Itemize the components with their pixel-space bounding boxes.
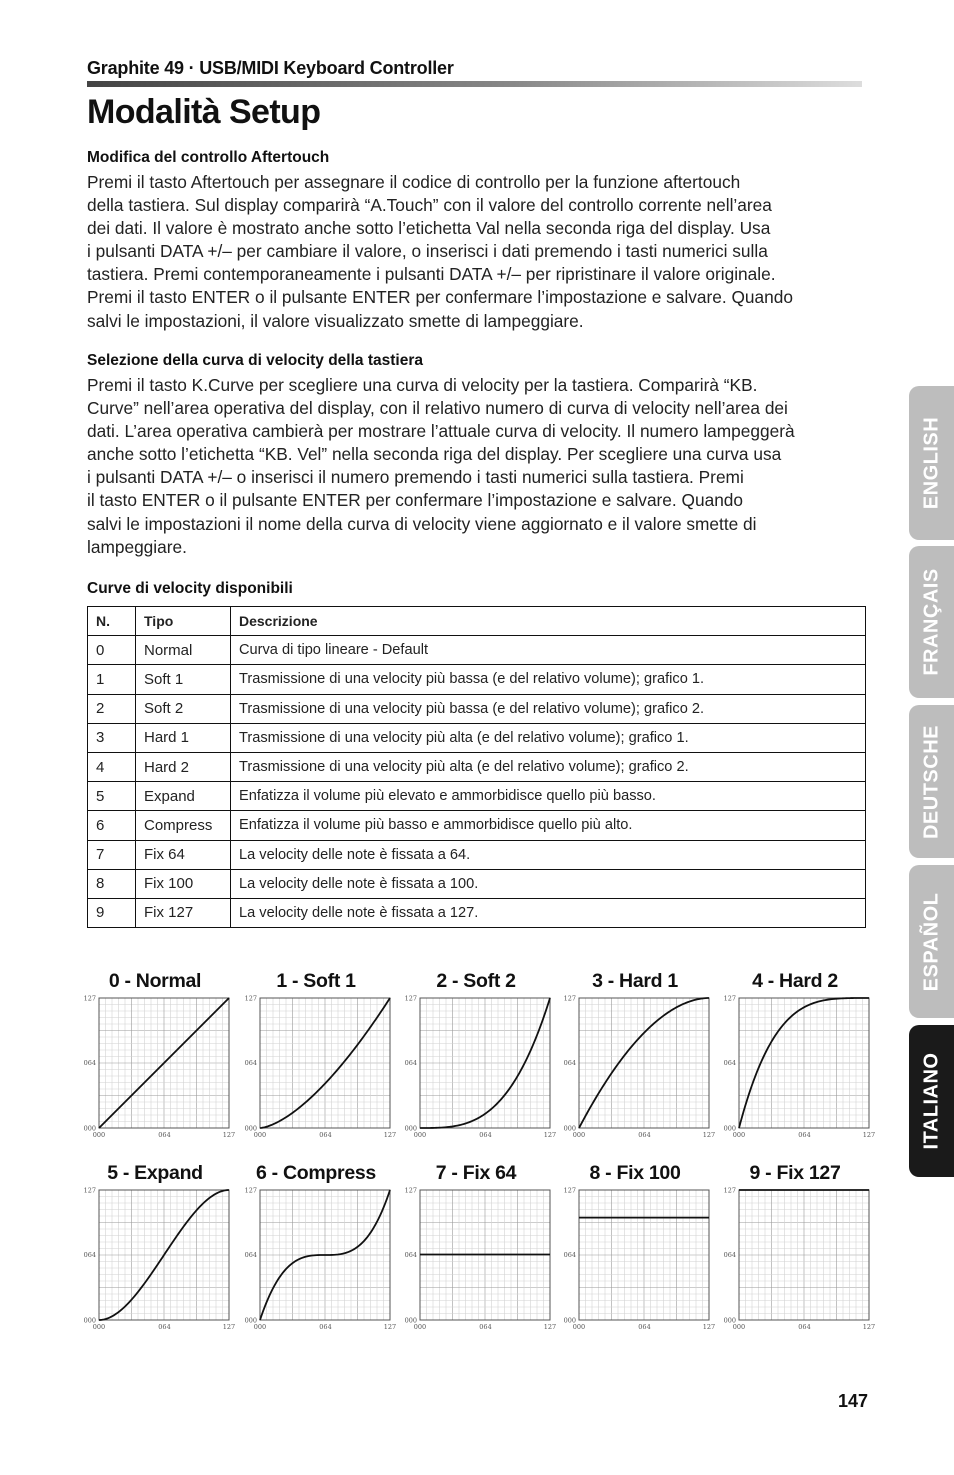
cell-type: Fix 100 [136, 869, 231, 898]
curve-plot [240, 1186, 397, 1354]
x-tick-label: 064 [638, 1131, 651, 1139]
grid [260, 998, 390, 1128]
y-tick-label: 000 [563, 1316, 576, 1325]
curve-chart-hard-1 [559, 968, 716, 1162]
curve-chart-fix-100 [559, 1160, 716, 1354]
velocity-curve-heading: Selezione della curva di velocity della tastiera [87, 352, 423, 369]
y-tick-label: 064 [723, 1058, 736, 1067]
cell-description: La velocity delle note è fissata a 100. [231, 869, 866, 898]
curve-chart-fix-127 [719, 1160, 876, 1354]
x-tick-label: 064 [158, 1131, 171, 1139]
x-tick-label: 000 [413, 1323, 427, 1331]
table-row [88, 782, 866, 811]
x-tick-label: 127 [702, 1323, 716, 1331]
y-tick-label: 127 [404, 994, 417, 1003]
cell-type: Compress [136, 811, 231, 840]
y-tick-label: 064 [563, 1058, 576, 1067]
table-row [88, 636, 866, 665]
y-tick-label: 127 [83, 1186, 96, 1195]
curve-plot [79, 994, 236, 1162]
cell-number: 7 [88, 840, 136, 869]
x-tick-label: 000 [92, 1323, 106, 1331]
x-tick-label: 000 [253, 1323, 267, 1331]
x-tick-label: 000 [572, 1323, 586, 1331]
x-tick-label: 064 [479, 1323, 492, 1331]
tab-label: DEUTSCHE [920, 724, 942, 839]
cell-number: 9 [88, 898, 136, 927]
curve-chart-soft-2 [400, 968, 557, 1162]
x-tick-label: 000 [732, 1323, 746, 1331]
table-row [88, 811, 866, 840]
cell-number: 8 [88, 869, 136, 898]
tab-label: ITALIANO [920, 1052, 942, 1150]
x-tick-label: 064 [319, 1323, 332, 1331]
cell-description: Enfatizza il volume più basso e ammorbidisce quello più alto. [231, 811, 866, 840]
cell-number: 6 [88, 811, 136, 840]
cell-description: Trasmissione di una velocity più alta (e del relativo volume); grafico 2. [231, 752, 866, 781]
table-header-row [88, 607, 866, 636]
curve-chart-hard-2 [719, 968, 876, 1162]
y-tick-label: 000 [83, 1124, 96, 1133]
x-tick-label: 000 [732, 1131, 746, 1139]
tab-italiano[interactable] [909, 1025, 954, 1177]
table-row [88, 694, 866, 723]
cell-number: 5 [88, 782, 136, 811]
cell-number: 1 [88, 665, 136, 694]
page-title: Modalità Setup [87, 93, 321, 131]
y-tick-label: 000 [563, 1124, 576, 1133]
aftertouch-heading: Modifica del controllo Aftertouch [87, 149, 330, 166]
aftertouch-body: Premi il tasto Aftertouch per assegnare il codice di controllo per la funzione aftertouch della tastiera. Sul display comparirà “A.Touch” con il valore del controllo corrente nell’area dei dati. Il valore è mostrato anche sotto l’etichetta Val nella seconda riga del display. Usa i pulsanti DATA +/– per cambiare il valore, o inserisci i dati premendo i tasti numerici sulla tastiera. Premi contemporaneamente i pulsanti DATA +/– per ripristinare il valore originale. Premi il tasto ENTER o il pulsante ENTER per confermare l’impostazione e salvare. Quando salvi le impostazioni, il valore visualizzato smette di lampeggiare. [87, 172, 793, 331]
curve-plot [719, 994, 876, 1162]
x-tick-label: 127 [543, 1323, 557, 1331]
x-tick-label: 064 [319, 1131, 332, 1139]
curve-plot [719, 1186, 876, 1354]
table-heading: Curve di velocity disponibili [87, 580, 293, 597]
cell-number: 4 [88, 752, 136, 781]
x-tick-label: 127 [222, 1131, 236, 1139]
curve-plot [79, 1186, 236, 1354]
y-tick-label: 064 [723, 1250, 736, 1259]
x-tick-label: 064 [798, 1131, 811, 1139]
y-tick-label: 000 [723, 1316, 736, 1325]
grid [420, 998, 550, 1128]
cell-type: Expand [136, 782, 231, 811]
x-tick-label: 127 [222, 1323, 236, 1331]
tab-label: ESPAÑOL [920, 892, 942, 991]
cell-type: Hard 2 [136, 752, 231, 781]
cell-number: 2 [88, 694, 136, 723]
cell-description: Trasmissione di una velocity più bassa (e del relativo volume); grafico 2. [231, 694, 866, 723]
grid [579, 998, 709, 1128]
x-tick-label: 127 [543, 1131, 557, 1139]
y-tick-label: 064 [404, 1058, 417, 1067]
y-tick-label: 000 [404, 1124, 417, 1133]
y-tick-label: 000 [83, 1316, 96, 1325]
cell-type: Fix 64 [136, 840, 231, 869]
column-header-description: Descrizione [231, 607, 866, 636]
x-tick-label: 064 [798, 1323, 811, 1331]
tab-english[interactable] [909, 386, 954, 540]
curve-plot [400, 1186, 557, 1354]
y-tick-label: 064 [244, 1058, 257, 1067]
tab-deutsche[interactable] [909, 705, 954, 858]
column-header-type: Tipo [136, 607, 231, 636]
curve-plot [400, 994, 557, 1162]
x-tick-label: 127 [702, 1131, 716, 1139]
x-tick-label: 000 [572, 1131, 586, 1139]
curve-chart-soft-1 [240, 968, 397, 1162]
tab-label: FRANÇAIS [920, 568, 942, 676]
y-tick-label: 064 [83, 1058, 96, 1067]
tab-espanol[interactable] [909, 865, 954, 1018]
curve-plot [559, 1186, 716, 1354]
table-row [88, 840, 866, 869]
x-tick-label: 000 [253, 1131, 267, 1139]
y-tick-label: 064 [83, 1250, 96, 1259]
tab-label: ENGLISH [920, 416, 942, 510]
y-tick-label: 127 [563, 1186, 576, 1195]
table-row [88, 898, 866, 927]
x-tick-label: 064 [479, 1131, 492, 1139]
x-tick-label: 064 [158, 1323, 171, 1331]
x-tick-label: 000 [413, 1131, 427, 1139]
y-tick-label: 064 [404, 1250, 417, 1259]
cell-description: Trasmissione di una velocity più bassa (e del relativo volume); grafico 1. [231, 665, 866, 694]
curve-plot [240, 994, 397, 1162]
grid [579, 1190, 709, 1320]
x-tick-label: 064 [638, 1323, 651, 1331]
cell-type: Normal [136, 636, 231, 665]
cell-description: Enfatizza il volume più elevato e ammorbidisce quello più basso. [231, 782, 866, 811]
cell-description: Trasmissione di una velocity più alta (e del relativo volume); grafico 1. [231, 723, 866, 752]
cell-number: 0 [88, 636, 136, 665]
column-header-number: N. [88, 607, 136, 636]
tab-francais[interactable] [909, 546, 954, 698]
curve-title: 4 - Hard 2 [752, 970, 838, 992]
y-tick-label: 000 [244, 1316, 257, 1325]
table-row [88, 869, 866, 898]
curve-title: 6 - Compress [256, 1162, 376, 1184]
y-tick-label: 064 [244, 1250, 257, 1259]
cell-number: 3 [88, 723, 136, 752]
y-tick-label: 127 [723, 1186, 736, 1195]
velocity-curves-table [87, 606, 866, 928]
y-tick-label: 127 [244, 1186, 257, 1195]
table-row [88, 723, 866, 752]
curve-chart-compress [240, 1160, 397, 1354]
velocity-curve-body: Premi il tasto K.Curve per scegliere una curva di velocity per la tastiera. Comparirà “KB. Curve” nell’area operativa del display, con il relativo numero di curva di velocity nell’area dei dati. L’area operativa cambierà per mostrare l’attuale curva di velocity. Il numero lampeggerà anche sotto l’etichetta “KB. Vel” nella seconda riga del display. Per scegliere una curva usa i pulsanti DATA +/– o inserisci il numero premendo i tasti numerici sulla tastiera. Premi il tasto ENTER o il pulsante ENTER per confermare l’impostazione e salvare. Quando salvi le impostazioni il nome della curva di velocity viene aggiornato e il valore smette di lampeggiare. [87, 375, 795, 557]
curve-chart-normal [79, 968, 236, 1162]
curve-plot [559, 994, 716, 1162]
curve-title: 2 - Soft 2 [436, 970, 516, 992]
page-number: 147 [838, 1391, 869, 1411]
y-tick-label: 127 [244, 994, 257, 1003]
curve-title: 1 - Soft 1 [276, 970, 356, 992]
y-tick-label: 000 [404, 1316, 417, 1325]
x-tick-label: 127 [383, 1131, 397, 1139]
product-header: Graphite 49 · USB/MIDI Keyboard Controller [87, 58, 454, 78]
x-tick-label: 127 [862, 1131, 876, 1139]
table-row [88, 665, 866, 694]
curve-chart-expand [79, 1160, 236, 1354]
curve-chart-fix-64 [400, 1160, 557, 1354]
y-tick-label: 000 [244, 1124, 257, 1133]
table-row [88, 752, 866, 781]
grid [739, 998, 869, 1128]
y-tick-label: 127 [83, 994, 96, 1003]
cell-type: Soft 1 [136, 665, 231, 694]
cell-type: Hard 1 [136, 723, 231, 752]
y-tick-label: 127 [404, 1186, 417, 1195]
cell-description: Curva di tipo lineare - Default [231, 636, 866, 665]
cell-description: La velocity delle note è fissata a 64. [231, 840, 866, 869]
cell-type: Soft 2 [136, 694, 231, 723]
curve-title: 8 - Fix 100 [589, 1162, 681, 1184]
y-tick-label: 127 [563, 994, 576, 1003]
header-rule [87, 81, 862, 87]
x-tick-label: 127 [862, 1323, 876, 1331]
grid [739, 1190, 869, 1320]
x-tick-label: 127 [383, 1323, 397, 1331]
x-tick-label: 000 [92, 1131, 106, 1139]
curve-title: 0 - Normal [108, 970, 202, 992]
curve-title: 9 - Fix 127 [749, 1162, 841, 1184]
y-tick-label: 000 [723, 1124, 736, 1133]
curve-title: 5 - Expand [107, 1162, 203, 1184]
curve-title: 7 - Fix 64 [435, 1162, 517, 1184]
cell-description: La velocity delle note è fissata a 127. [231, 898, 866, 927]
y-tick-label: 064 [563, 1250, 576, 1259]
y-tick-label: 127 [723, 994, 736, 1003]
cell-type: Fix 127 [136, 898, 231, 927]
curve-title: 3 - Hard 1 [592, 970, 678, 992]
